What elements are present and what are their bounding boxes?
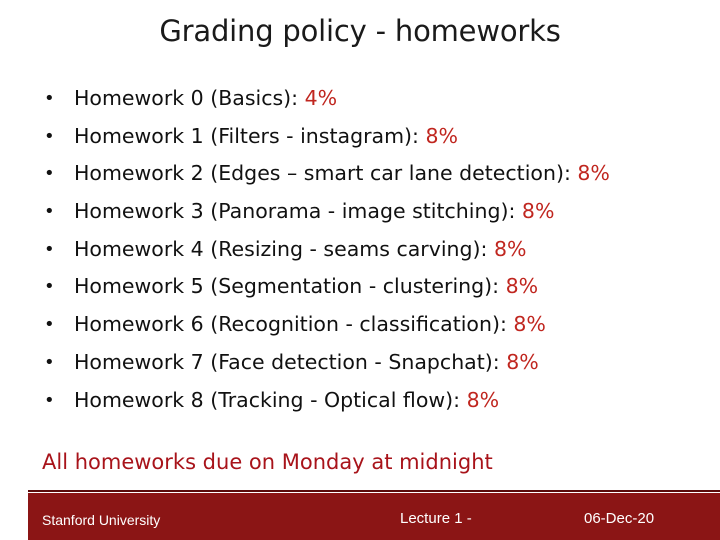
bullet-icon: • — [44, 88, 55, 109]
list-item — [44, 231, 610, 269]
bullet-icon: • — [44, 276, 55, 298]
homework-label: Homework 7 (Face detection - Snapchat): — [74, 349, 507, 374]
footer-divider — [28, 490, 720, 492]
bullet-icon: • — [44, 201, 55, 223]
slide-title: Grading policy - homeworks — [159, 14, 561, 48]
homework-percent: 8% — [505, 274, 539, 299]
homework-label: Homework 3 (Panorama - image stitching): — [74, 199, 522, 224]
homework-label: Homework 8 (Tracking - Optical flow): — [74, 387, 467, 412]
footer-date: 06-Dec-20 — [584, 510, 655, 527]
homework-list — [44, 80, 610, 419]
homework-percent: 8% — [513, 312, 546, 337]
homework-percent: 4% — [304, 86, 338, 110]
homework-label: Homework 5 (Segmentation - clustering): — [74, 274, 506, 299]
bullet-icon: • — [44, 238, 55, 260]
list-item — [44, 268, 610, 306]
homework-label: Homework 2 (Edges – smart car lane detection): — [74, 161, 578, 186]
homework-label: Homework 6 (Recognition - classification): — [74, 312, 514, 337]
homework-percent: 8% — [425, 123, 458, 148]
list-item — [44, 155, 610, 193]
homework-label: Homework 4 (Resizing - seams carving): — [74, 236, 494, 261]
homework-percent: 8% — [466, 387, 500, 412]
bullet-icon: • — [44, 351, 55, 373]
footer-lecture: Lecture 1 - — [400, 510, 472, 527]
homework-percent: 8% — [506, 349, 539, 374]
list-item — [44, 306, 610, 344]
list-item — [44, 193, 610, 231]
footer-institution: Stanford University — [42, 512, 161, 528]
list-item — [44, 80, 610, 118]
footer-bar — [28, 493, 720, 540]
homework-percent: 8% — [493, 236, 527, 261]
list-item — [44, 382, 610, 420]
homework-percent: 8% — [577, 161, 610, 186]
bullet-icon: • — [44, 163, 55, 185]
list-item — [44, 344, 610, 382]
bullet-icon: • — [44, 389, 55, 411]
bullet-icon: • — [44, 314, 55, 336]
homework-percent: 8% — [521, 199, 555, 224]
due-date-note: All homeworks due on Monday at midnight — [42, 450, 493, 474]
bullet-icon: • — [44, 125, 55, 147]
list-item — [44, 118, 610, 156]
homework-label: Homework 1 (Filters - instagram): — [74, 123, 426, 148]
homework-label: Homework 0 (Basics): — [74, 86, 305, 110]
